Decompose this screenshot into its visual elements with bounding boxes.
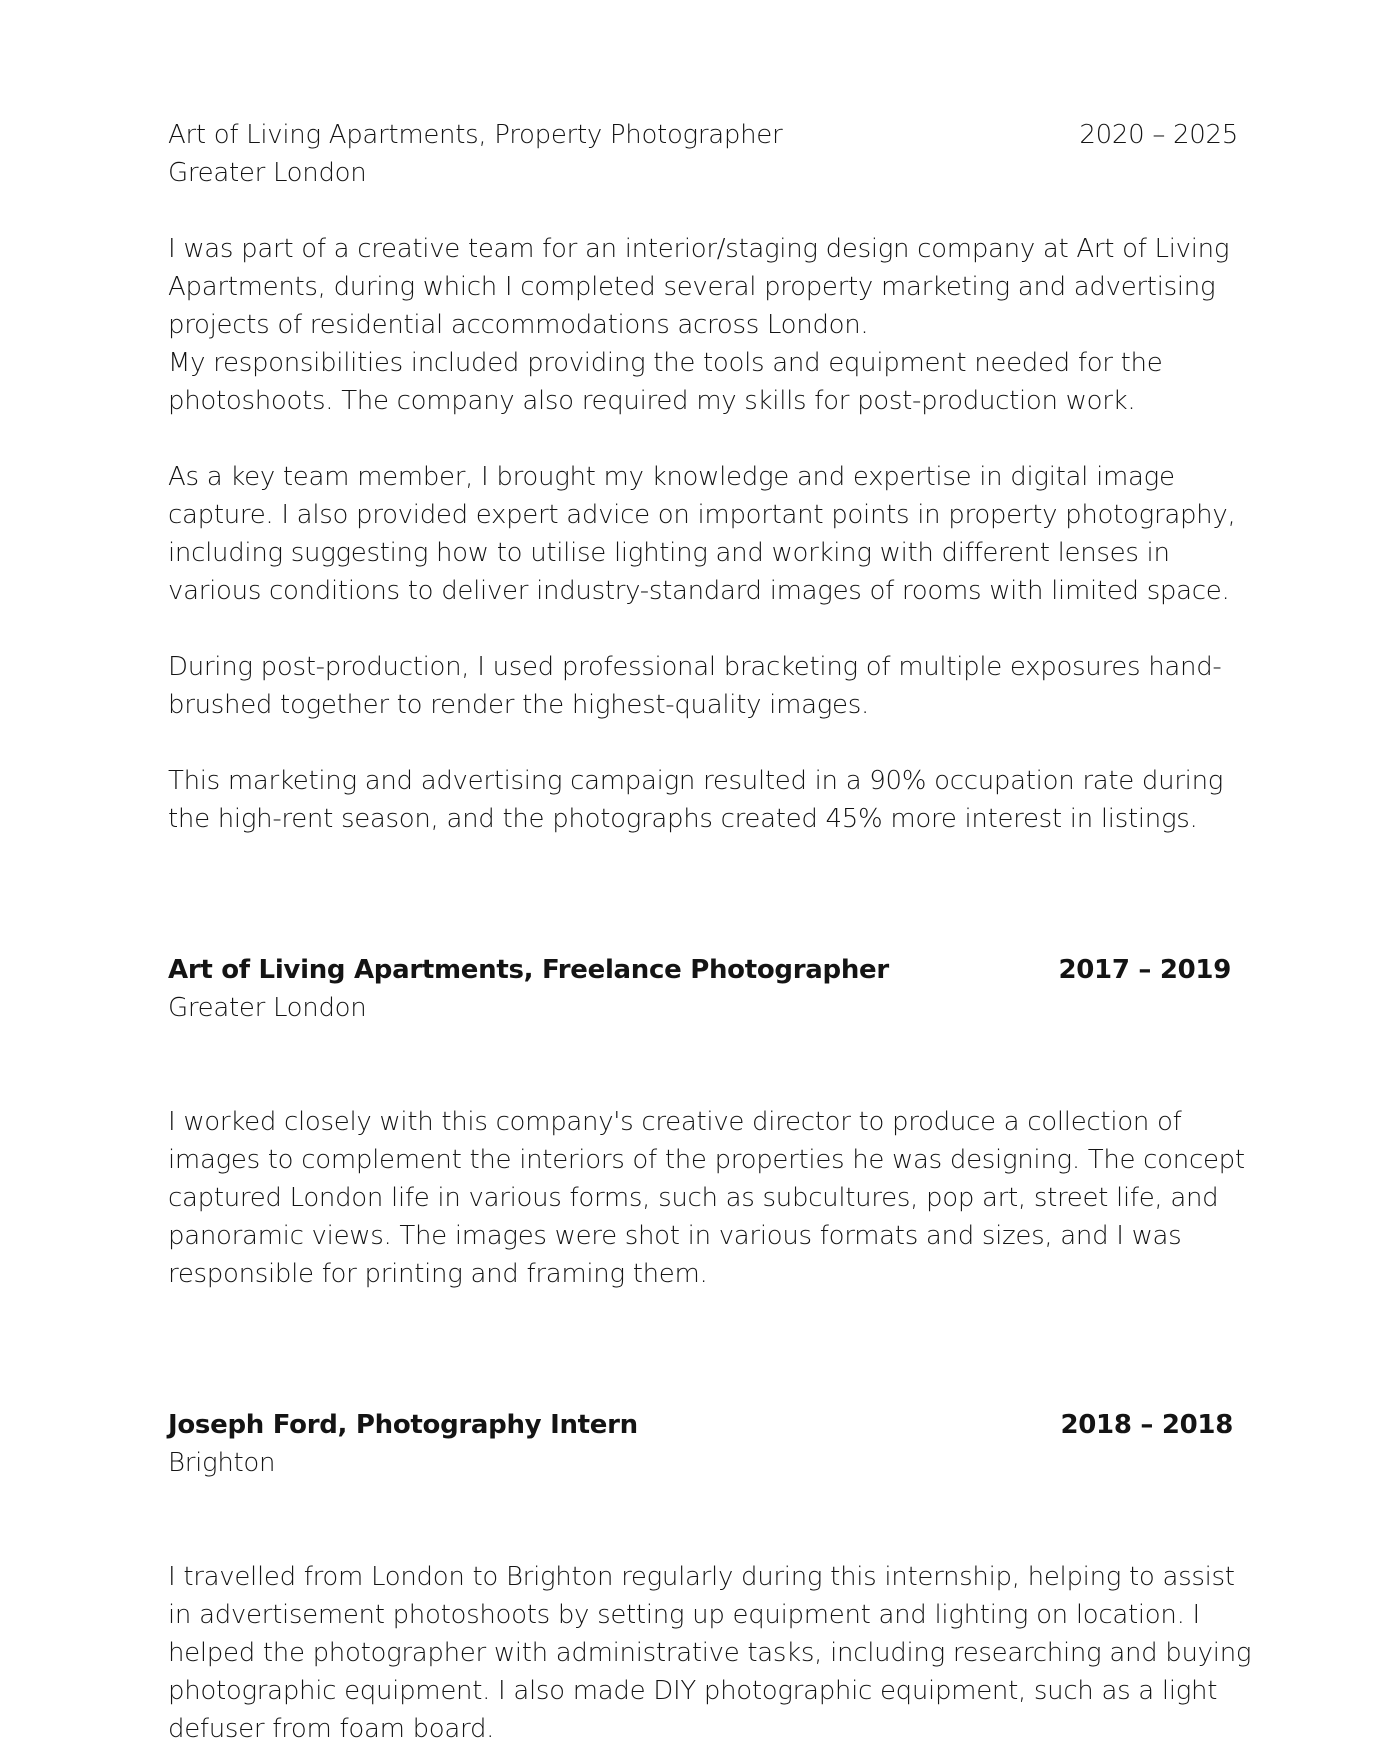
job-dates: 2018 – 2018 bbox=[1060, 1410, 1233, 1440]
description-line: images to complement the interiors of the properties he was designing. The concept bbox=[168, 1145, 1245, 1175]
description-line: captured London life in various forms, such as subcultures, pop art, street life, and bbox=[168, 1183, 1219, 1213]
description-line: As a key team member, I brought my knowledge and expertise in digital image bbox=[168, 462, 1175, 492]
description-line: projects of residential accommodations across London. bbox=[168, 310, 869, 340]
description-line: photoshoots. The company also required my skills for post-production work. bbox=[168, 386, 1136, 416]
description-line: brushed together to render the highest-quality images. bbox=[168, 690, 869, 720]
description-line: panoramic views. The images were shot in various formats and sizes, and I was bbox=[168, 1221, 1182, 1251]
job-location: Greater London bbox=[168, 158, 367, 188]
description-line: defuser from foam board. bbox=[168, 1714, 495, 1744]
description-line: including suggesting how to utilise lighting and working with different lenses in bbox=[168, 538, 1170, 568]
description-line: I worked closely with this company's creative director to produce a collection of bbox=[168, 1107, 1182, 1137]
job-location: Greater London bbox=[168, 993, 367, 1023]
description-line: the high-rent season, and the photographs created 45% more interest in listings. bbox=[168, 804, 1198, 834]
description-line: I travelled from London to Brighton regularly during this internship, helping to assist bbox=[168, 1562, 1235, 1592]
description-line: capture. I also provided expert advice on important points in property photography, bbox=[168, 500, 1236, 530]
description-line: I was part of a creative team for an interior/staging design company at Art of Living bbox=[168, 234, 1230, 264]
job-title: Joseph Ford, Photography Intern bbox=[168, 1410, 638, 1440]
job-title: Art of Living Apartments, Property Photographer bbox=[168, 120, 783, 150]
description-line: in advertisement photoshoots by setting up equipment and lighting on location. I bbox=[168, 1600, 1200, 1630]
job-title: Art of Living Apartments, Freelance Photographer bbox=[168, 955, 889, 985]
job-dates: 2017 – 2019 bbox=[1058, 955, 1231, 985]
description-line: My responsibilities included providing the tools and equipment needed for the bbox=[168, 348, 1163, 378]
description-line: photographic equipment. I also made DIY photographic equipment, such as a light bbox=[168, 1676, 1218, 1706]
description-line: responsible for printing and framing them. bbox=[168, 1259, 708, 1289]
description-line: This marketing and advertising campaign resulted in a 90% occupation rate during bbox=[168, 766, 1224, 796]
description-line: helped the photographer with administrative tasks, including researching and buying bbox=[168, 1638, 1252, 1668]
job-dates: 2020 – 2025 bbox=[1079, 120, 1238, 150]
description-line: During post-production, I used professional bracketing of multiple exposures hand- bbox=[168, 652, 1222, 682]
job-location: Brighton bbox=[168, 1448, 276, 1478]
description-line: various conditions to deliver industry-standard images of rooms with limited space. bbox=[168, 576, 1230, 606]
description-line: Apartments, during which I completed several property marketing and advertising bbox=[168, 272, 1216, 302]
